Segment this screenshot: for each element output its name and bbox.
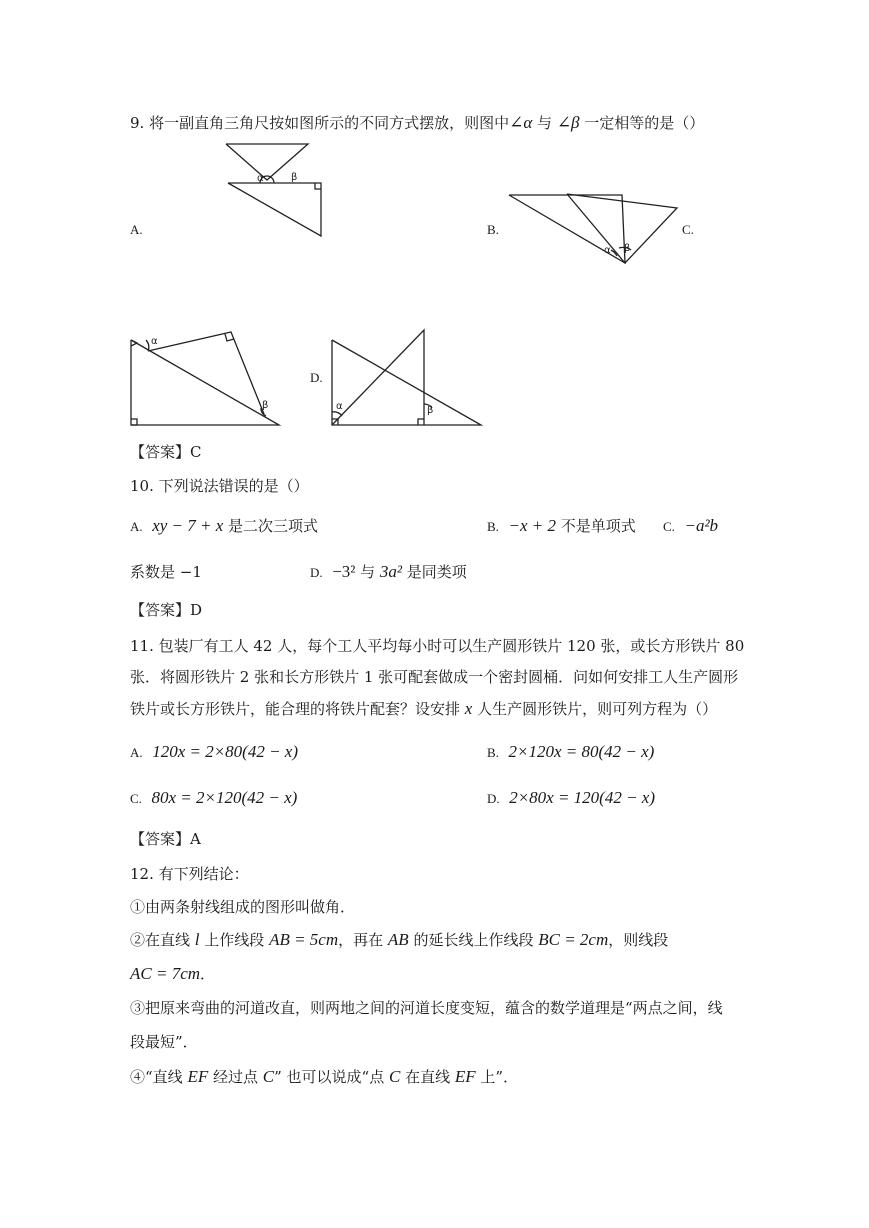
q9-option-a-label: A. [130, 222, 143, 237]
q10-option-c: C. −a²b [663, 516, 719, 535]
fig-c-beta: β [262, 400, 269, 411]
figure-option-a [220, 140, 330, 240]
q10-option-a: A. xy − 7 + x 是二次三项式 [130, 516, 319, 535]
figure-option-c [126, 326, 286, 430]
q12-statement-3-cont: 段最短”． [130, 1033, 198, 1051]
q11-option-d: D. 2×80x = 120(42 − x) [487, 788, 656, 807]
q10-option-c-cont: 系数是 −1 [130, 563, 202, 581]
q12-statement-1: ①由两条射线组成的图形叫做角． [130, 898, 356, 916]
fig-b-beta: β [624, 243, 631, 254]
q9-option-b-label: B. [487, 222, 499, 237]
fig-d-alpha: α [336, 401, 343, 412]
q10-option-d: D. −3² 与 3a² 是同类项 [310, 562, 467, 581]
q11-line2: 张．将圆形铁片 2 张和长方形铁片 1 张可配套做成一个密封圆桶．问如何安排工人生产圆形 [130, 668, 739, 686]
fig-a-beta: β [291, 172, 298, 183]
q11-option-c: C. 80x = 2×120(42 − x) [130, 788, 298, 807]
q12-stem: 12. 有下列结论： [130, 865, 249, 883]
fig-c-alpha: α [151, 336, 158, 347]
fig-a-alpha: α [257, 173, 264, 184]
q10-option-b: B. −x + 2 不是单项式 [487, 516, 636, 535]
q10-answer: 【答案】D [130, 601, 203, 619]
figure-option-d [326, 326, 486, 430]
figure-option-b [505, 190, 680, 270]
q9-answer: 【答案】C [130, 443, 202, 461]
q12-statement-3: ③把原来弯曲的河道改直，则两地之间的河道长度变短，蕴含的数学道理是“两点之间，线 [130, 999, 723, 1017]
fig-d-beta: β [427, 405, 434, 416]
q9-option-d-label: D. [310, 370, 323, 385]
q12-statement-4: ④“直线 EF 经过点 C” 也可以说成“点 C 在直线 EF 上”． [130, 1067, 519, 1086]
q11-answer: 【答案】A [130, 830, 201, 848]
q12-statement-2: ②在直线 l 上作线段 AB = 5cm，再在 AB 的延长线上作线段 BC = 2cm，则线段 [130, 930, 669, 949]
q11-line1: 11. 包装厂有工人 42 人，每个工人平均每小时可以生产圆形铁片 120 张，或长方形铁片 80 [130, 637, 745, 655]
q9-option-c-label: C. [682, 222, 694, 237]
q10-stem: 10. 下列说法错误的是（） [130, 477, 309, 495]
q11-option-b: B. 2×120x = 80(42 − x) [487, 742, 655, 761]
fig-b-alpha: α [604, 245, 611, 256]
q12-statement-2-cont: AC = 7cm． [130, 964, 216, 983]
q11-line3: 铁片或长方形铁片，能合理的将铁片配套？设安排 x 人生产圆形铁片，则可列方程为（） [130, 699, 718, 718]
q9-stem: 9. 将一副直角三角尺按如图所示的不同方式摆放，则图中∠α 与 ∠β 一定相等的是（） [130, 113, 705, 132]
q11-option-a: A. 120x = 2×80(42 − x) [130, 742, 299, 761]
